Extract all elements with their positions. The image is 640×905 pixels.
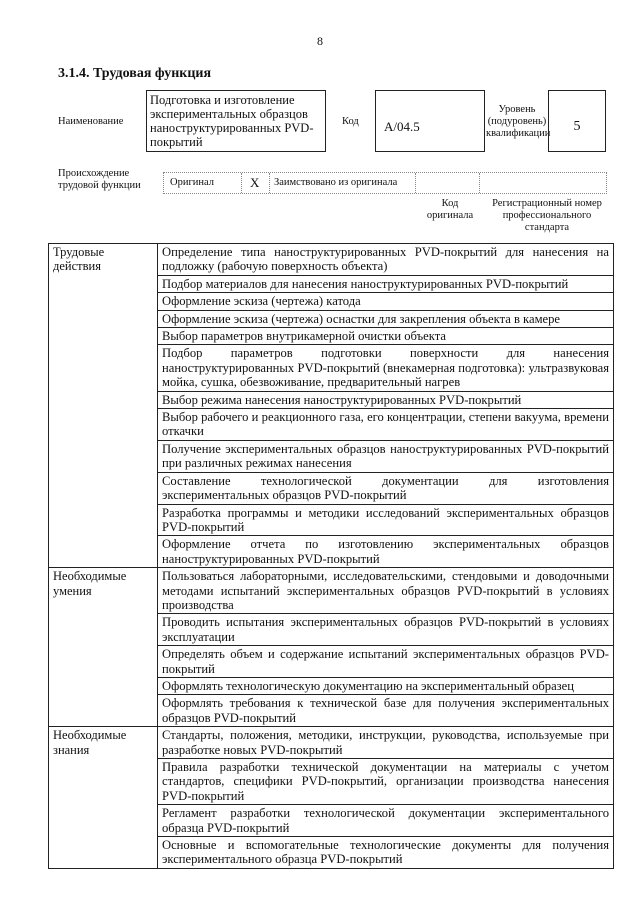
table-item: Разработка программы и методики исследований экспериментальных образцов PVD-покрытий xyxy=(158,504,614,536)
reg-caption-line-1: Регистрационный номер xyxy=(492,198,602,209)
table-item: Составление технологической документации для изготовления экспериментальных образцов PVD-покрытий xyxy=(158,472,614,504)
code-caption-line-1: Код xyxy=(441,198,459,209)
function-table xyxy=(48,243,614,869)
table-item: Пользоваться лабораторными, исследовательскими, стендовыми и доводочными методами испытаний экспериментальных образцов PVD-покрытий в условиях производства xyxy=(158,568,614,614)
table-item: Оформлять требования к технической базе для получения экспериментальных образцов PVD-покрытий xyxy=(158,695,614,727)
category-labor-actions: Трудовые действия xyxy=(49,244,158,568)
code-label: Код xyxy=(342,116,359,127)
level-label xyxy=(486,104,551,140)
level-label-line-1: Уровень xyxy=(498,104,536,115)
origin-label xyxy=(58,168,141,192)
origin-label-line-1: Происхождение xyxy=(58,168,130,179)
original-mark: X xyxy=(250,175,260,190)
code-box: A/04.5 xyxy=(375,90,485,152)
table-item: Стандарты, положения, методики, инструкции, руководства, используемые при разработке новых PVD-покрытий xyxy=(158,727,614,759)
table-item: Правила разработки технической документации на материалы с учетом стандартов, специфики PVD-покрытий, организации производства нанесения PVD-покрытий xyxy=(158,759,614,805)
reg-caption-line-2: профессионального xyxy=(502,210,592,221)
borrowed-label: Заимствовано из оригинала xyxy=(274,177,398,188)
origin-label-line-2: трудовой функции xyxy=(58,180,141,191)
code-caption xyxy=(418,198,482,222)
table-item: Определять объем и содержание испытаний экспериментальных образцов PVD-покрытий xyxy=(158,646,614,678)
section-title: 3.1.4. Трудовая функция xyxy=(58,66,212,81)
origin-cell-code xyxy=(416,173,480,193)
table-item: Подбор материалов для нанесения наноструктурированных PVD-покрытий xyxy=(158,275,614,292)
origin-cell-borrowed xyxy=(270,173,416,193)
function-name-box: Подготовка и изготовление экспериментальных образцов наноструктурированных PVD-покрытий xyxy=(146,90,326,152)
table-item: Выбор режима нанесения наноструктурированных PVD-покрытий xyxy=(158,391,614,408)
table-item: Выбор параметров внутрикамерной очистки объекта xyxy=(158,328,614,345)
table-item: Проводить испытания экспериментальных образцов PVD-покрытий в условиях эксплуатации xyxy=(158,614,614,646)
category-required-knowledge: Необходимые знания xyxy=(49,727,158,869)
table-item: Оформление эскиза (чертежа) оснастки для закрепления объекта в камере xyxy=(158,310,614,327)
original-label: Оригинал xyxy=(170,177,214,188)
table-row xyxy=(49,727,614,759)
name-label: Наименование xyxy=(58,116,124,127)
table-item: Основные и вспомогательные технологические документы для получения экспериментального образца PVD-покрытий xyxy=(158,837,614,869)
code-caption-line-2: оригинала xyxy=(426,210,474,221)
category-required-skills: Необходимые умения xyxy=(49,568,158,727)
table-item: Получение экспериментальных образцов наноструктурированных PVD-покрытий при различных режимах нанесения xyxy=(158,440,614,472)
page-number: 8 xyxy=(317,34,323,48)
table-item: Определение типа наноструктурированных PVD-покрытий для нанесения на подложку (рабочую поверхность объекта) xyxy=(158,244,614,276)
table-item: Регламент разработки технологической документации экспериментального образца PVD-покрытий xyxy=(158,805,614,837)
level-box: 5 xyxy=(548,90,606,152)
table-row xyxy=(49,244,614,276)
table-item: Оформление эскиза (чертежа) катода xyxy=(158,293,614,310)
origin-cell-original xyxy=(164,173,242,193)
reg-caption xyxy=(484,198,610,234)
origin-row xyxy=(163,172,607,194)
level-label-line-2: (подуровень) xyxy=(487,116,547,127)
reg-caption-line-3: стандарта xyxy=(524,222,570,233)
table-row xyxy=(49,568,614,614)
table-item: Подбор параметров подготовки поверхности для нанесения наноструктурированных PVD-покрытий (внекамерная подготовка): ультразвуковая мойка, сушка, обезвоживание, предварительный нагрев xyxy=(158,345,614,391)
table-item: Выбор рабочего и реакционного газа, его концентрации, степени вакуума, времени откачки xyxy=(158,409,614,441)
table-item: Оформление отчета по изготовлению экспериментальных образцов наноструктурированных PVD-покрытий xyxy=(158,536,614,568)
table-item: Оформлять технологическую документацию на экспериментальный образец xyxy=(158,677,614,694)
level-label-line-3: квалификации xyxy=(486,128,551,139)
origin-cell-mark xyxy=(242,173,270,193)
